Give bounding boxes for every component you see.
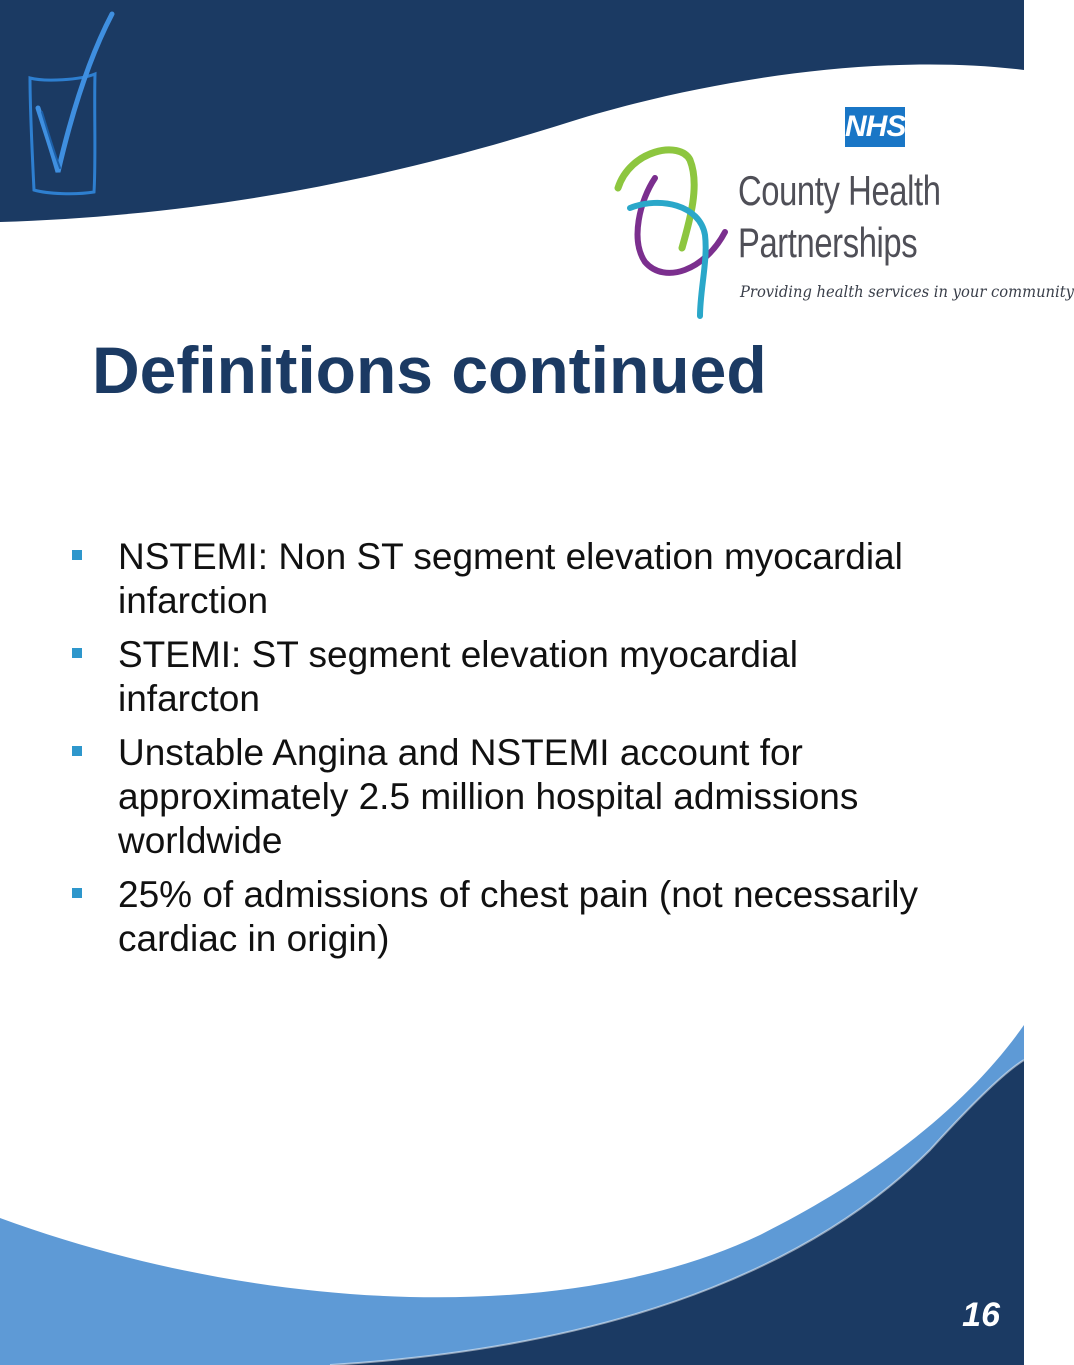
bullet-item bbox=[60, 873, 920, 961]
square-bullet-icon bbox=[72, 888, 82, 898]
bullet-list bbox=[60, 535, 920, 971]
bullet-item bbox=[60, 633, 920, 721]
page-number: 16 bbox=[962, 1296, 1000, 1334]
org-name-line2: Partnerships bbox=[738, 219, 918, 266]
square-bullet-icon bbox=[72, 648, 82, 658]
square-bullet-icon bbox=[72, 550, 82, 560]
bullet-text: 25% of admissions of chest pain (not necessarily cardiac in origin) bbox=[118, 874, 919, 959]
bullet-text: STEMI: ST segment elevation myocardial infarcton bbox=[118, 634, 798, 719]
bullet-text: NSTEMI: Non ST segment elevation myocardial infarction bbox=[118, 536, 903, 621]
bullet-item bbox=[60, 731, 920, 863]
bullet-text: Unstable Angina and NSTEMI account for approximately 2.5 million hospital admissions worldwide bbox=[118, 732, 859, 861]
bullet-item bbox=[60, 535, 920, 623]
org-name-line1: County Health bbox=[738, 167, 941, 214]
nhs-logo-badge bbox=[845, 107, 905, 147]
slide-title: Definitions continued bbox=[92, 333, 767, 407]
org-tagline: Providing health services in your community bbox=[740, 282, 1074, 301]
square-bullet-icon bbox=[72, 746, 82, 756]
county-health-swirl-icon bbox=[618, 150, 725, 316]
nhs-badge-text: NHS bbox=[845, 110, 906, 143]
